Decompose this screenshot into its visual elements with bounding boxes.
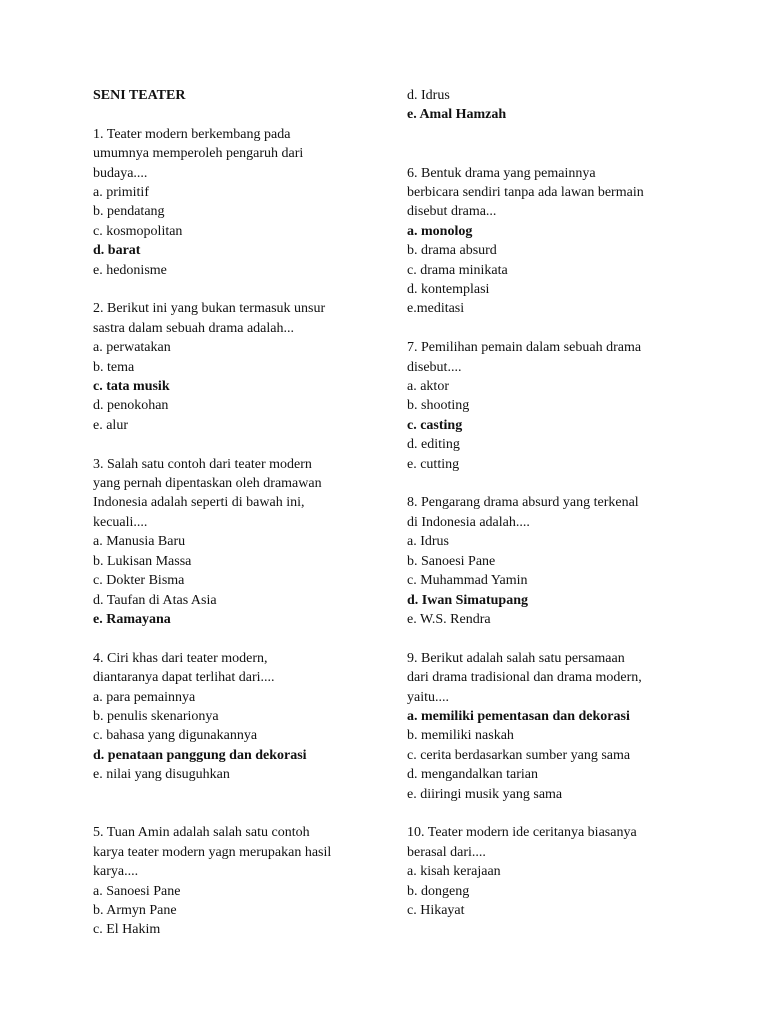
blank-line <box>93 105 375 124</box>
answer-key-line: d. Iwan Simatupang <box>407 592 528 608</box>
text-line: b. memiliki naskah <box>407 728 514 744</box>
text-line: d. editing <box>407 437 460 453</box>
text-line: 4. Ciri khas dari teater modern, <box>93 650 268 666</box>
answer-key-line: d. barat <box>93 243 141 259</box>
answer-key-line: d. penataan panggung dan dekorasi <box>93 747 307 763</box>
text-line: di Indonesia adalah.... <box>407 514 530 530</box>
blank-line <box>407 144 697 163</box>
answer-key-line: c. tata musik <box>93 379 170 395</box>
text-line: d. kontemplasi <box>407 282 490 298</box>
text-line: diantaranya dapat terlihat dari.... <box>93 670 275 686</box>
text-line: e.meditasi <box>407 301 465 317</box>
text-line: d. Idrus <box>407 88 450 103</box>
text-line: e. hedonisme <box>93 262 167 278</box>
text-line: umumnya memperoleh pengaruh dari <box>93 146 304 162</box>
text-line: a. aktor <box>407 379 449 395</box>
text-line: 6. Bentuk drama yang pemainnya <box>407 165 596 181</box>
text-line: 8. Pengarang drama absurd yang terkenal <box>407 495 639 511</box>
text-line: disebut.... <box>407 359 462 375</box>
answer-key-line: c. casting <box>407 417 463 433</box>
answer-key-line: a. monolog <box>407 223 473 239</box>
text-line: b. drama absurd <box>407 243 497 259</box>
text-line: 5. Tuan Amin adalah salah satu contoh <box>93 825 310 841</box>
text-line: sastra dalam sebuah drama adalah... <box>93 320 294 336</box>
text-line: b. Armyn Pane <box>93 902 177 918</box>
text-line: c. cerita berdasarkan sumber yang sama <box>407 747 631 763</box>
text-line: 9. Berikut adalah salah satu persamaan <box>407 650 625 666</box>
blank-line <box>93 435 375 454</box>
answer-key-line: e. Ramayana <box>93 611 171 627</box>
text-line: a. Idrus <box>407 534 449 550</box>
text-line: a. Manusia Baru <box>93 534 186 550</box>
blank-line <box>407 474 697 493</box>
text-line: berasal dari.... <box>407 844 486 860</box>
text-line: b. pendatang <box>93 204 165 220</box>
text-line: berbicara sendiri tanpa ada lawan bermain <box>407 185 644 200</box>
blank-line <box>93 629 375 648</box>
text-line: b. shooting <box>407 398 470 414</box>
text-line: d. mengandalkan tarian <box>407 767 539 783</box>
text-line: 7. Pemilihan pemain dalam sebuah drama <box>407 340 642 356</box>
blank-line <box>93 785 375 804</box>
text-line: 1. Teater modern berkembang pada <box>93 126 291 142</box>
text-line: d. Taufan di Atas Asia <box>93 592 217 608</box>
text-line: kecuali.... <box>93 514 148 530</box>
text-line: e. W.S. Rendra <box>407 611 491 627</box>
text-line: disebut drama... <box>407 204 497 220</box>
text-line: a. perwatakan <box>93 340 171 356</box>
text-line: c. bahasa yang digunakannya <box>93 728 258 744</box>
text-line: c. Muhammad Yamin <box>407 573 528 589</box>
text-line: d. penokohan <box>93 398 169 414</box>
text-line: b. tema <box>93 359 135 375</box>
text-line: a. Sanoesi Pane <box>93 883 181 899</box>
blank-line <box>93 804 375 823</box>
text-line: b. Sanoesi Pane <box>407 553 496 569</box>
text-line: 10. Teater modern ide ceritanya biasanya <box>407 825 637 841</box>
text-line: a. para pemainnya <box>93 689 196 705</box>
blank-line <box>407 804 697 823</box>
text-line: karya.... <box>93 864 139 880</box>
text-line: c. El Hakim <box>93 922 161 938</box>
text-line: c. drama minikata <box>407 262 508 278</box>
blank-line <box>407 319 697 338</box>
blank-line <box>407 629 697 648</box>
text-line: e. diiringi musik yang sama <box>407 786 563 802</box>
text-line: Indonesia adalah seperti di bawah ini, <box>93 495 305 511</box>
text-line: b. dongeng <box>407 883 470 899</box>
text-line: a. kisah kerajaan <box>407 864 501 880</box>
text-line: c. kosmopolitan <box>93 223 183 239</box>
answer-key-line: a. memiliki pementasan dan dekorasi <box>407 708 630 724</box>
text-line: dari drama tradisional dan drama modern, <box>407 670 642 686</box>
page-title: SENI TEATER <box>93 88 186 103</box>
left-column <box>93 86 375 940</box>
text-line: 3. Salah satu contoh dari teater modern <box>93 456 312 472</box>
text-line: budaya.... <box>93 165 148 181</box>
text-line: 2. Berikut ini yang bukan termasuk unsur <box>93 301 326 317</box>
text-line: yang pernah dipentaskan oleh dramawan <box>93 476 322 492</box>
text-line: a. primitif <box>93 185 149 201</box>
blank-line <box>93 280 375 299</box>
text-line: b. Lukisan Massa <box>93 553 192 569</box>
blank-line <box>407 125 697 144</box>
text-line: c. Dokter Bisma <box>93 573 185 589</box>
text-line: karya teater modern yagn merupakan hasil <box>93 844 332 860</box>
right-column <box>407 86 697 920</box>
text-line: c. Hikayat <box>407 902 465 918</box>
text-line: e. alur <box>93 417 128 433</box>
text-line: e. nilai yang disuguhkan <box>93 767 230 783</box>
text-line: yaitu.... <box>407 689 449 705</box>
text-line: e. cutting <box>407 456 460 472</box>
text-line: b. penulis skenarionya <box>93 708 219 724</box>
answer-key-line: e. Amal Hamzah <box>407 107 507 123</box>
